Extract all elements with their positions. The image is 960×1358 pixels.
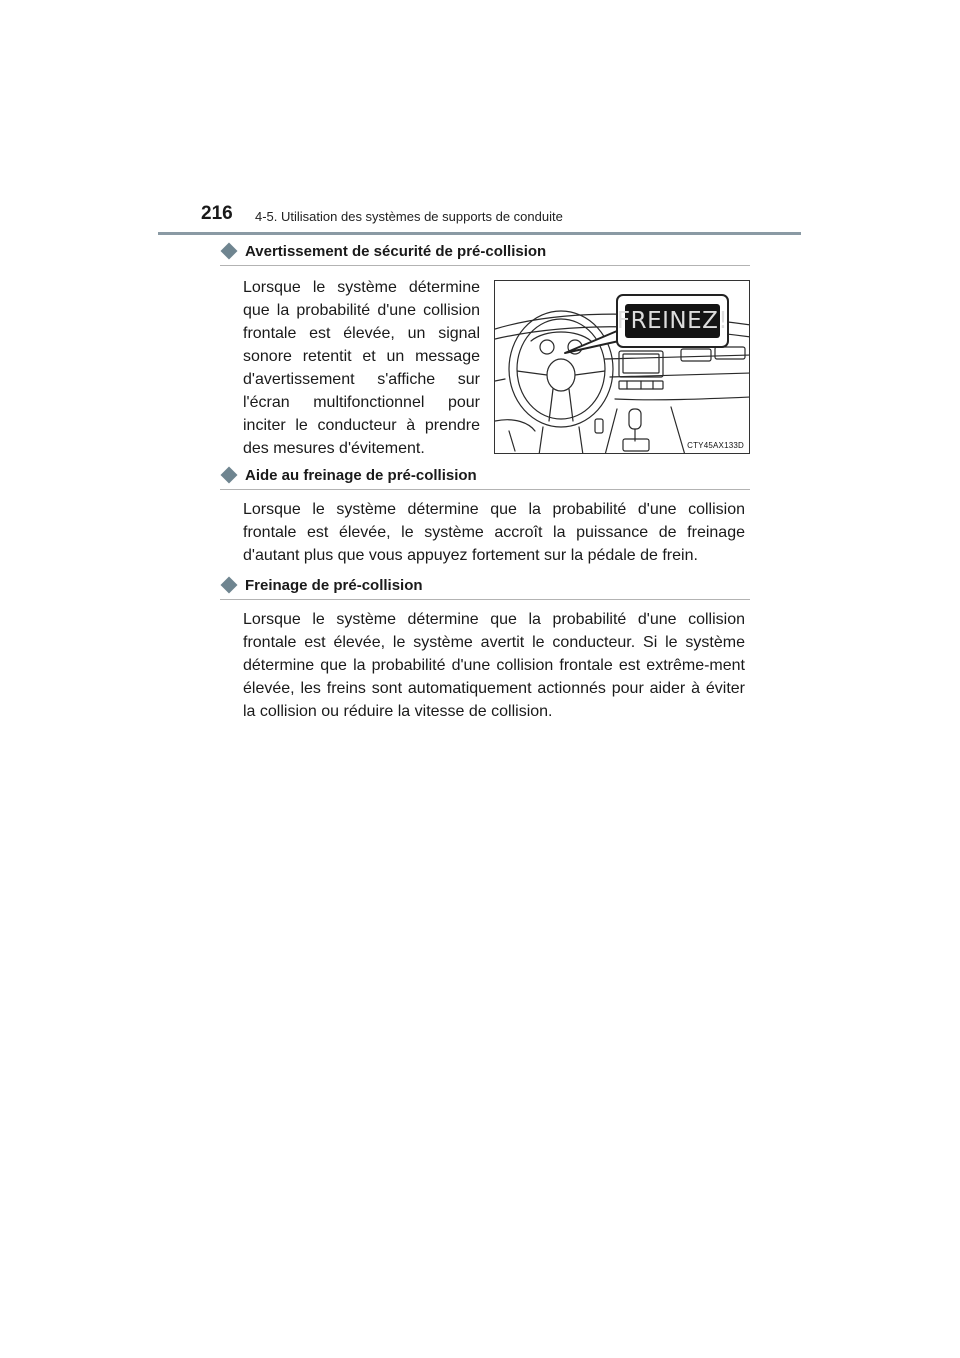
section-body: Lorsque le système détermine que la probabilité d'une collision frontale est élevée, le système avertit le conducteur. Si le système détermine que la probabilité d'une collision frontale est extrême-ment élevée, les freins sont automatiquement actionnés pour aider à éviter la collision ou réduire la vitesse de collision. — [243, 611, 745, 720]
section-divider — [220, 265, 750, 266]
diamond-bullet-icon — [221, 577, 238, 594]
section-heading — [220, 574, 750, 596]
diamond-bullet-icon — [221, 467, 238, 484]
chapter-title: 4-5. Utilisation des systèmes de supports de conduite — [255, 209, 563, 224]
dashboard-illustration — [494, 280, 750, 454]
section-heading — [220, 240, 750, 262]
brake-warning-message: FREINEZ! — [616, 307, 729, 334]
section-heading-text: Avertissement de sécurité de pré-collision — [245, 242, 547, 260]
page-number: 216 — [201, 203, 233, 224]
diamond-bullet-icon — [221, 243, 238, 260]
header-divider — [158, 232, 801, 235]
section-divider — [220, 489, 750, 490]
section-heading — [220, 464, 750, 486]
multi-information-display — [616, 304, 729, 338]
section-brake-assist — [220, 464, 750, 564]
warning-callout — [616, 294, 729, 348]
section-precollision-braking — [220, 574, 750, 720]
section-heading-text: Aide au freinage de pré-collision — [245, 466, 477, 484]
section-heading-text: Freinage de pré-collision — [245, 576, 423, 594]
section-divider — [220, 599, 750, 600]
figure-code: CTY45AX133D — [687, 441, 744, 450]
section-body: Lorsque le système détermine que la probabilité d'une collision frontale est élevée, le système accroît la puissance de freinage d'autant plus que vous appuyez fortement sur la pédale de frein. — [243, 501, 745, 564]
section-body: Lorsque le système détermine que la probabilité d'une collision frontale est élevée, un signal sonore retentit et un message d'avertissement s'affiche sur l'écran multifonctionnel pour inciter le conducteur à prendre des mesures d'évitement. — [243, 279, 480, 457]
